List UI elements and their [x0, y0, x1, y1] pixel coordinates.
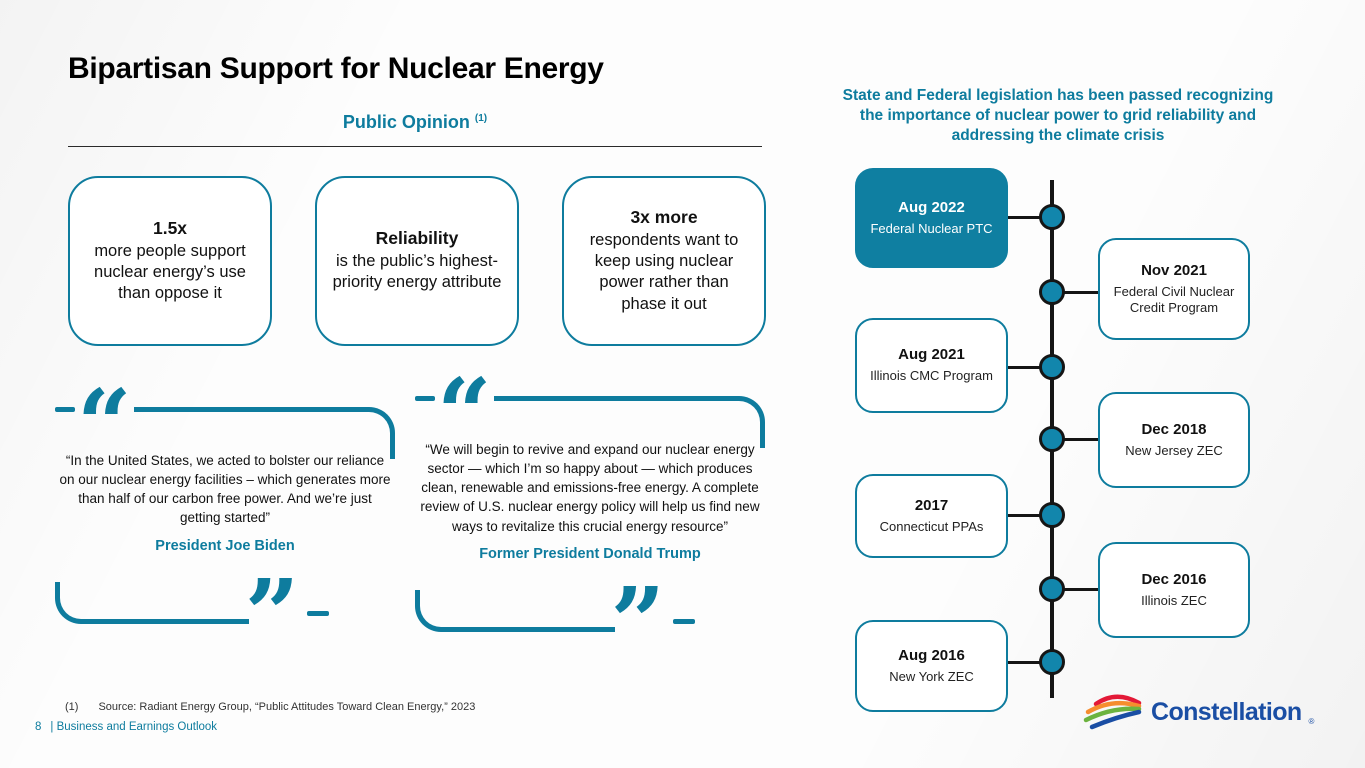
section-heading-label: Public Opinion [342, 112, 470, 132]
constellation-logo [1082, 694, 1314, 730]
timeline-card-federal-civil-nuclear-credit [1098, 238, 1250, 340]
dash-ornament [55, 407, 75, 412]
timeline-connector [1062, 438, 1099, 441]
stat-text: is the public’s highest-priority energy attribute [332, 252, 502, 292]
quote-text: “We will begin to revive and expand our nuclear energy sector — which I’m so happy about — which produces clean, renewable and emissions-free energy. A complete review of U.S. nuclear energy policy will help us find new ways to revitalize this crucial energy resource” [420, 442, 760, 534]
footer-section-label: | Business and Earnings Outlook [50, 721, 218, 733]
timeline-card-new-jersey-zec [1098, 392, 1250, 488]
stat-highlight: 3x more [630, 207, 698, 228]
dash-ornament [673, 619, 695, 624]
page-title: Bipartisan Support for Nuclear Energy [68, 52, 604, 85]
stat-card-support-ratio [68, 176, 272, 346]
timeline-card-connecticut-ppas [855, 474, 1008, 558]
timeline-node [1039, 502, 1065, 528]
timeline-connector [1062, 588, 1099, 591]
stat-card-reliability [315, 176, 519, 346]
bracket-line [415, 590, 615, 632]
registered-trademark-symbol: ® [1308, 717, 1315, 726]
timeline-connector [1006, 661, 1040, 664]
timeline-date: Aug 2021 [898, 346, 965, 364]
timeline-node [1039, 649, 1065, 675]
quote-top-decoration [415, 358, 765, 469]
timeline-date: Dec 2016 [1141, 570, 1207, 588]
timeline-label: Federal Nuclear PTC [870, 220, 993, 236]
quote-bottom-decoration [55, 558, 395, 670]
open-quote-icon: “ [77, 369, 132, 480]
slide-footer [35, 721, 217, 733]
constellation-wordmark: Constellation [1151, 697, 1302, 726]
close-quote-icon: ” [244, 558, 300, 670]
dash-ornament [415, 396, 435, 401]
timeline-label: Connecticut PPAs [879, 518, 984, 534]
timeline-node [1039, 204, 1065, 230]
footnote-text: Source: Radiant Energy Group, “Public Attitudes Toward Clean Energy,” 2023 [98, 701, 476, 713]
timeline-card-illinois-zec [1098, 542, 1250, 638]
close-quote-icon: ” [610, 566, 666, 678]
footnote-marker: (1) [65, 701, 79, 713]
constellation-swoosh-icon [1082, 694, 1144, 730]
timeline-date: Dec 2018 [1141, 420, 1207, 438]
footnote [65, 701, 475, 713]
timeline-date: Aug 2016 [898, 646, 965, 664]
timeline-connector [1006, 366, 1040, 369]
timeline-date: Aug 2022 [898, 198, 965, 216]
quote-block-biden [55, 369, 395, 670]
timeline-connector [1006, 216, 1040, 219]
timeline-card-new-york-zec [855, 620, 1008, 712]
timeline-label: New York ZEC [889, 668, 974, 684]
timeline-date: Nov 2021 [1141, 261, 1207, 279]
bracket-line [55, 582, 249, 624]
quote-attribution: Former President Donald Trump [479, 545, 701, 562]
stat-text: respondents want to keep using nuclear power rather than phase it out [589, 231, 739, 313]
dash-ornament [307, 611, 329, 616]
stats-row [68, 176, 766, 346]
section-heading [68, 112, 762, 133]
timeline-node [1039, 576, 1065, 602]
quote-top-decoration [55, 369, 395, 480]
timeline-connector [1062, 291, 1099, 294]
quote-block-trump [415, 358, 765, 678]
section-heading-footnote-ref: (1) [474, 113, 488, 124]
stat-text: more people support nuclear energy’s use than oppose it [94, 241, 246, 302]
quote-text: “In the United States, we acted to bolster our reliance on our nuclear energy facilities – which generates more than half of our carbon free power. And we’re just getting started” [59, 453, 391, 526]
timeline-label: New Jersey ZEC [1125, 442, 1223, 458]
open-quote-icon: “ [437, 358, 492, 469]
stat-card-keep-using [562, 176, 766, 346]
timeline-label: Illinois ZEC [1141, 592, 1207, 608]
timeline-card-federal-nuclear-ptc [855, 168, 1008, 268]
legislation-header: State and Federal legislation has been passed recognizing the importance of nuclear power to grid reliability and addressing the climate crisis [842, 87, 1274, 145]
quote-attribution: President Joe Biden [155, 537, 295, 554]
timeline-date: 2017 [914, 496, 949, 514]
timeline-node [1039, 279, 1065, 305]
section-divider [68, 146, 762, 147]
stat-highlight: 1.5x [152, 217, 188, 238]
timeline-node [1039, 426, 1065, 452]
timeline-label: Federal Civil Nuclear Credit Program [1113, 283, 1235, 315]
page-number: 8 [35, 721, 42, 733]
timeline-node [1039, 354, 1065, 380]
quote-bottom-decoration [415, 566, 765, 678]
timeline-connector [1006, 514, 1040, 517]
stat-highlight: Reliability [375, 228, 459, 249]
timeline-card-illinois-cmc [855, 318, 1008, 413]
timeline-label: Illinois CMC Program [870, 368, 993, 384]
